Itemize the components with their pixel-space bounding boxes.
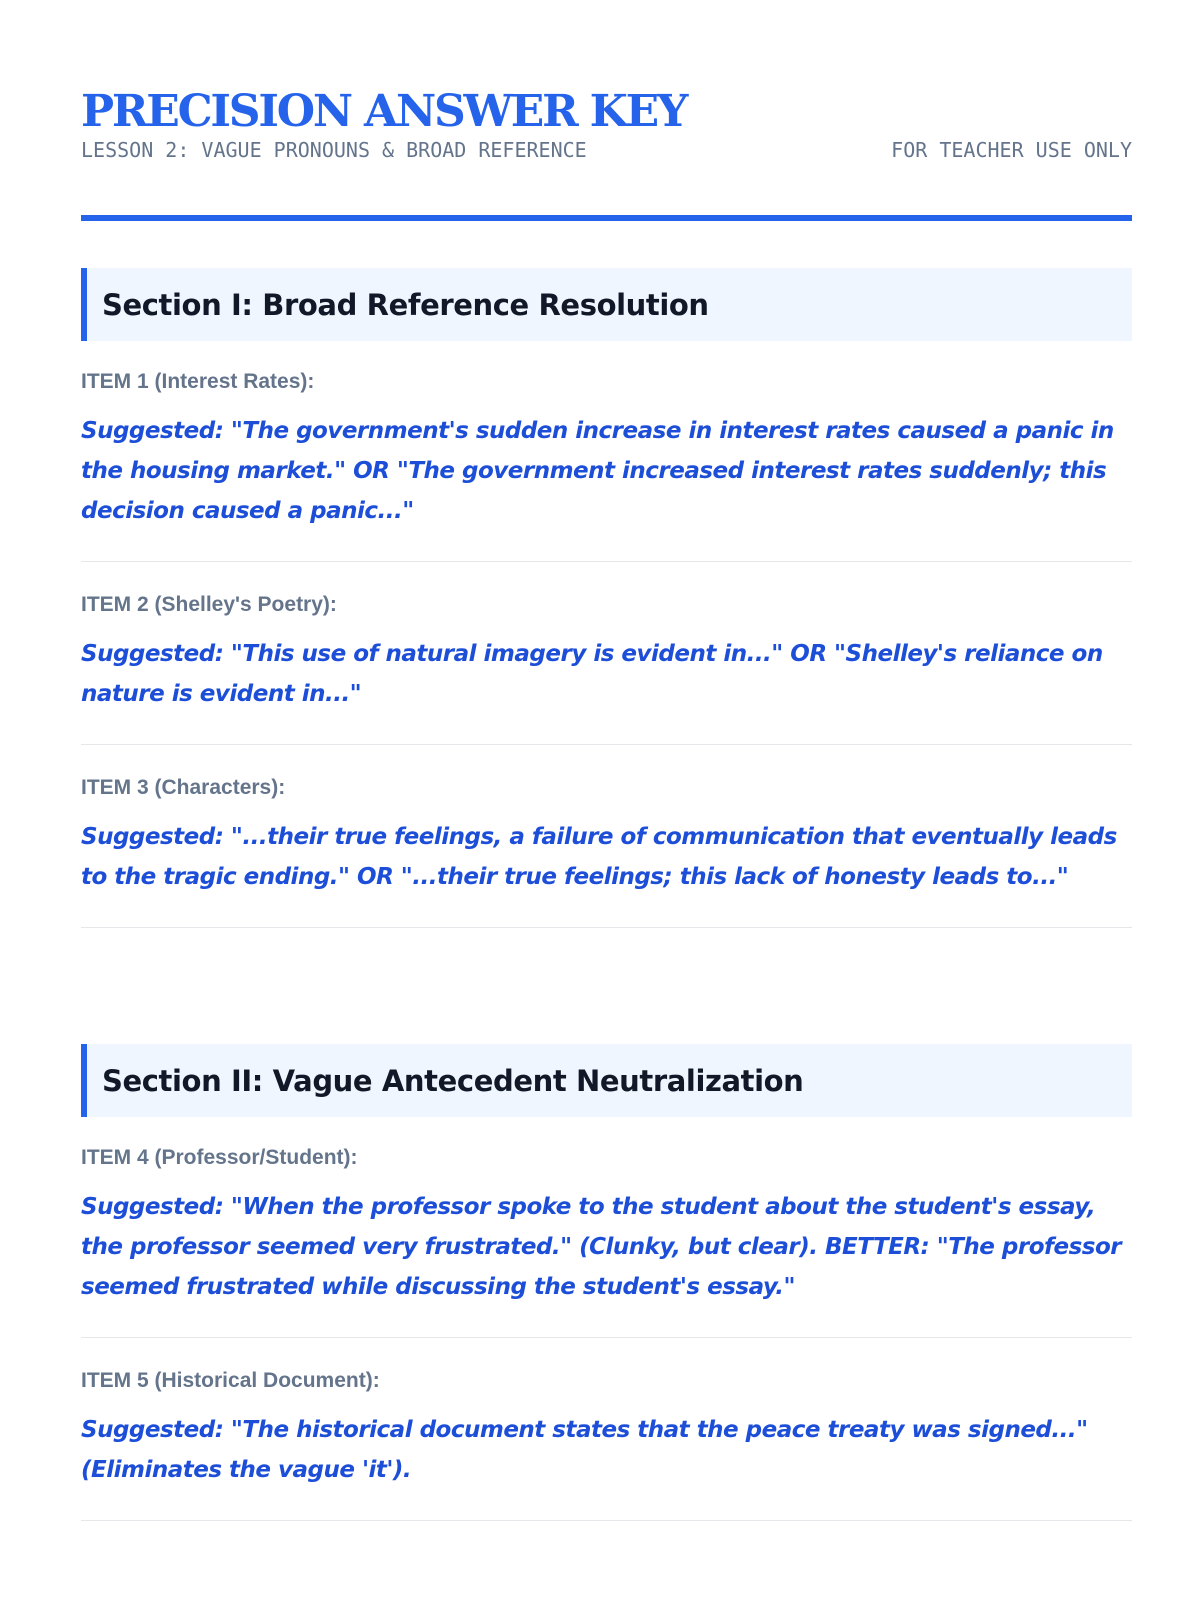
item-answer: Suggested: "The historical document states that the peace treaty was signed..." (Eliminates the vague 'it'). [81,1417,1088,1483]
item-answer: Suggested: "The government's sudden increase in interest rates caused a panic in the housing market." OR "The government increased interest rates suddenly; this decision caused a panic..." [81,418,1114,524]
page-title: PRECISION ANSWER KEY [81,86,687,137]
item-label: ITEM 4 (Professor/Student): [81,1146,358,1169]
section-heading-box [81,1044,1132,1117]
item-answer: Suggested: "This use of natural imagery is evident in..." OR "Shelley's reliance on nature is evident in..." [81,641,1103,707]
answer-item [81,562,1132,745]
header-subrow [81,138,1132,166]
section-broad-reference [81,268,1132,928]
item-label: ITEM 3 (Characters): [81,776,286,799]
section-heading: Section II: Vague Antecedent Neutralization [102,1063,804,1098]
header-divider [81,215,1132,221]
section-heading-box [81,268,1132,341]
answer-item [81,745,1132,928]
answer-item [81,1117,1132,1338]
section-vague-antecedent [81,1044,1132,1521]
item-answer: Suggested: "...their true feelings, a failure of communication that eventually leads to the tragic ending." OR "...their true feelings; this lack of honesty leads to..." [81,824,1117,890]
answer-item [81,1338,1132,1521]
item-answer: Suggested: "When the professor spoke to the student about the student's essay, the professor seemed very frustrated." (Clunky, but clear). BETTER: "The professor seemed frustrated while discussing the student's essay." [81,1194,1122,1300]
audience-note: FOR TEACHER USE ONLY [891,138,1132,162]
answer-item [81,341,1132,562]
lesson-subtitle: LESSON 2: VAGUE PRONOUNS & BROAD REFERENCE [81,138,587,162]
item-label: ITEM 5 (Historical Document): [81,1369,380,1392]
item-label: ITEM 1 (Interest Rates): [81,370,315,393]
section-heading: Section I: Broad Reference Resolution [102,287,709,322]
item-label: ITEM 2 (Shelley's Poetry): [81,593,337,616]
answer-key-page [81,0,1132,1483]
page-header [81,0,1132,218]
